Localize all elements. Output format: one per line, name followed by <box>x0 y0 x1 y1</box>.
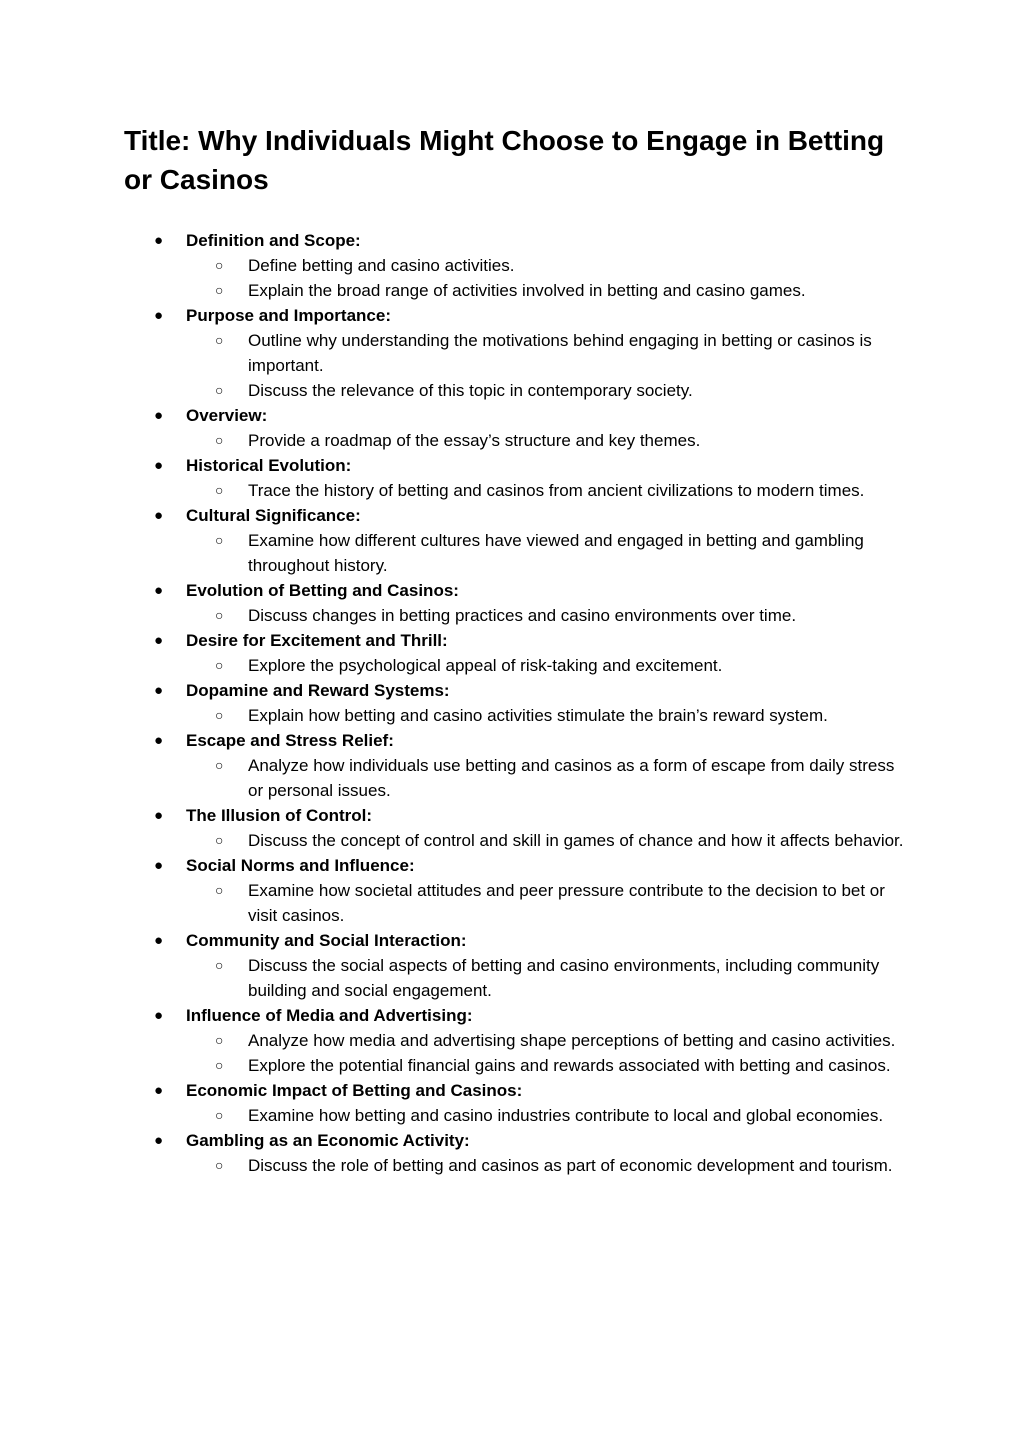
subtopic-item <box>215 478 914 503</box>
hollow-bullet-icon: ○ <box>215 757 224 773</box>
hollow-bullet-icon: ○ <box>215 532 224 548</box>
subtopic-list <box>186 703 914 728</box>
filled-bullet-icon: ● <box>154 232 164 249</box>
hollow-bullet-icon: ○ <box>215 607 224 623</box>
outline-topic <box>124 928 914 1003</box>
subtopic-item <box>215 1103 914 1128</box>
subtopic-item <box>215 653 914 678</box>
hollow-bullet-icon: ○ <box>215 382 224 398</box>
subtopic-list <box>186 953 914 1003</box>
subtopic-list <box>186 1028 914 1078</box>
outline-topic <box>124 578 914 628</box>
subtopic-text: Examine how betting and casino industries contribute to local and global economies. <box>248 1106 884 1125</box>
subtopic-text: Define betting and casino activities. <box>248 256 515 275</box>
topic-heading: Economic Impact of Betting and Casinos: <box>186 1081 523 1100</box>
hollow-bullet-icon: ○ <box>215 1107 224 1123</box>
hollow-bullet-icon: ○ <box>215 657 224 673</box>
outline-topic <box>124 228 914 303</box>
subtopic-list <box>186 1153 914 1178</box>
topic-heading: Overview: <box>186 406 268 425</box>
subtopic-item <box>215 878 914 928</box>
topic-heading: Definition and Scope: <box>186 231 361 250</box>
outline-topic <box>124 728 914 803</box>
outline-topic <box>124 1128 914 1178</box>
filled-bullet-icon: ● <box>154 1082 164 1099</box>
subtopic-item <box>215 753 914 803</box>
outline-topic <box>124 453 914 503</box>
hollow-bullet-icon: ○ <box>215 1057 224 1073</box>
subtopic-item <box>215 1028 914 1053</box>
hollow-bullet-icon: ○ <box>215 482 224 498</box>
document-page <box>124 121 914 1178</box>
hollow-bullet-icon: ○ <box>215 957 224 973</box>
subtopic-text: Analyze how media and advertising shape perceptions of betting and casino activities. <box>248 1031 896 1050</box>
filled-bullet-icon: ● <box>154 407 164 424</box>
topic-heading: Community and Social Interaction: <box>186 931 467 950</box>
topic-heading: The Illusion of Control: <box>186 806 373 825</box>
topic-heading: Influence of Media and Advertising: <box>186 1006 473 1025</box>
document-title: Title: Why Individuals Might Choose to Engage in Betting or Casinos <box>124 125 885 195</box>
subtopic-text: Discuss changes in betting practices and casino environments over time. <box>248 606 797 625</box>
hollow-bullet-icon: ○ <box>215 332 224 348</box>
hollow-bullet-icon: ○ <box>215 832 224 848</box>
outline-topic <box>124 303 914 403</box>
subtopic-item <box>215 528 914 578</box>
outline-topic <box>124 803 914 853</box>
subtopic-list <box>186 428 914 453</box>
subtopic-item <box>215 378 914 403</box>
subtopic-item <box>215 328 914 378</box>
subtopic-text: Discuss the role of betting and casinos as part of economic development and tourism. <box>248 1156 893 1175</box>
topic-heading: Dopamine and Reward Systems: <box>186 681 450 700</box>
subtopic-text: Analyze how individuals use betting and casinos as a form of escape from daily stress or personal issues. <box>248 756 895 800</box>
subtopic-item <box>215 603 914 628</box>
outline-topic <box>124 1078 914 1128</box>
topic-heading: Purpose and Importance: <box>186 306 391 325</box>
subtopic-text: Explore the potential financial gains and rewards associated with betting and casinos. <box>248 1056 891 1075</box>
subtopic-list <box>186 528 914 578</box>
topic-heading: Gambling as an Economic Activity: <box>186 1131 470 1150</box>
subtopic-item <box>215 428 914 453</box>
topic-heading: Escape and Stress Relief: <box>186 731 394 750</box>
hollow-bullet-icon: ○ <box>215 707 224 723</box>
hollow-bullet-icon: ○ <box>215 1157 224 1173</box>
subtopic-list <box>186 328 914 403</box>
filled-bullet-icon: ● <box>154 932 164 949</box>
subtopic-item <box>215 253 914 278</box>
subtopic-item <box>215 1153 914 1178</box>
outline-topic <box>124 503 914 578</box>
hollow-bullet-icon: ○ <box>215 1032 224 1048</box>
subtopic-list <box>186 653 914 678</box>
subtopic-text: Explore the psychological appeal of risk-taking and excitement. <box>248 656 723 675</box>
subtopic-text: Examine how different cultures have viewed and engaged in betting and gambling throughout history. <box>248 531 864 575</box>
subtopic-text: Outline why understanding the motivations behind engaging in betting or casinos is important. <box>248 331 872 375</box>
outline-list <box>124 228 914 1178</box>
subtopic-list <box>186 1103 914 1128</box>
filled-bullet-icon: ● <box>154 732 164 749</box>
subtopic-item <box>215 703 914 728</box>
hollow-bullet-icon: ○ <box>215 257 224 273</box>
filled-bullet-icon: ● <box>154 857 164 874</box>
hollow-bullet-icon: ○ <box>215 432 224 448</box>
outline-topic <box>124 403 914 453</box>
subtopic-text: Explain the broad range of activities involved in betting and casino games. <box>248 281 806 300</box>
subtopic-list <box>186 478 914 503</box>
filled-bullet-icon: ● <box>154 457 164 474</box>
subtopic-text: Trace the history of betting and casinos from ancient civilizations to modern times. <box>248 481 865 500</box>
filled-bullet-icon: ● <box>154 1007 164 1024</box>
subtopic-list <box>186 753 914 803</box>
subtopic-item <box>215 953 914 1003</box>
topic-heading: Desire for Excitement and Thrill: <box>186 631 448 650</box>
subtopic-text: Provide a roadmap of the essay’s structure and key themes. <box>248 431 701 450</box>
hollow-bullet-icon: ○ <box>215 282 224 298</box>
filled-bullet-icon: ● <box>154 807 164 824</box>
subtopic-item <box>215 1053 914 1078</box>
subtopic-item <box>215 278 914 303</box>
subtopic-item <box>215 828 914 853</box>
filled-bullet-icon: ● <box>154 307 164 324</box>
subtopic-text: Discuss the social aspects of betting and casino environments, including community building and social engagement. <box>248 956 880 1000</box>
hollow-bullet-icon: ○ <box>215 882 224 898</box>
topic-heading: Social Norms and Influence: <box>186 856 415 875</box>
outline-topic <box>124 1003 914 1078</box>
outline-topic <box>124 853 914 928</box>
subtopic-text: Explain how betting and casino activities stimulate the brain’s reward system. <box>248 706 828 725</box>
topic-heading: Cultural Significance: <box>186 506 361 525</box>
outline-topic <box>124 628 914 678</box>
filled-bullet-icon: ● <box>154 582 164 599</box>
subtopic-text: Examine how societal attitudes and peer pressure contribute to the decision to bet or visit casinos. <box>248 881 885 925</box>
outline-topic <box>124 678 914 728</box>
subtopic-list <box>186 828 914 853</box>
subtopic-text: Discuss the relevance of this topic in contemporary society. <box>248 381 693 400</box>
filled-bullet-icon: ● <box>154 1132 164 1149</box>
filled-bullet-icon: ● <box>154 507 164 524</box>
subtopic-list <box>186 603 914 628</box>
subtopic-list <box>186 878 914 928</box>
topic-heading: Evolution of Betting and Casinos: <box>186 581 459 600</box>
subtopic-list <box>186 253 914 303</box>
filled-bullet-icon: ● <box>154 632 164 649</box>
subtopic-text: Discuss the concept of control and skill in games of chance and how it affects behavior. <box>248 831 904 850</box>
filled-bullet-icon: ● <box>154 682 164 699</box>
topic-heading: Historical Evolution: <box>186 456 352 475</box>
